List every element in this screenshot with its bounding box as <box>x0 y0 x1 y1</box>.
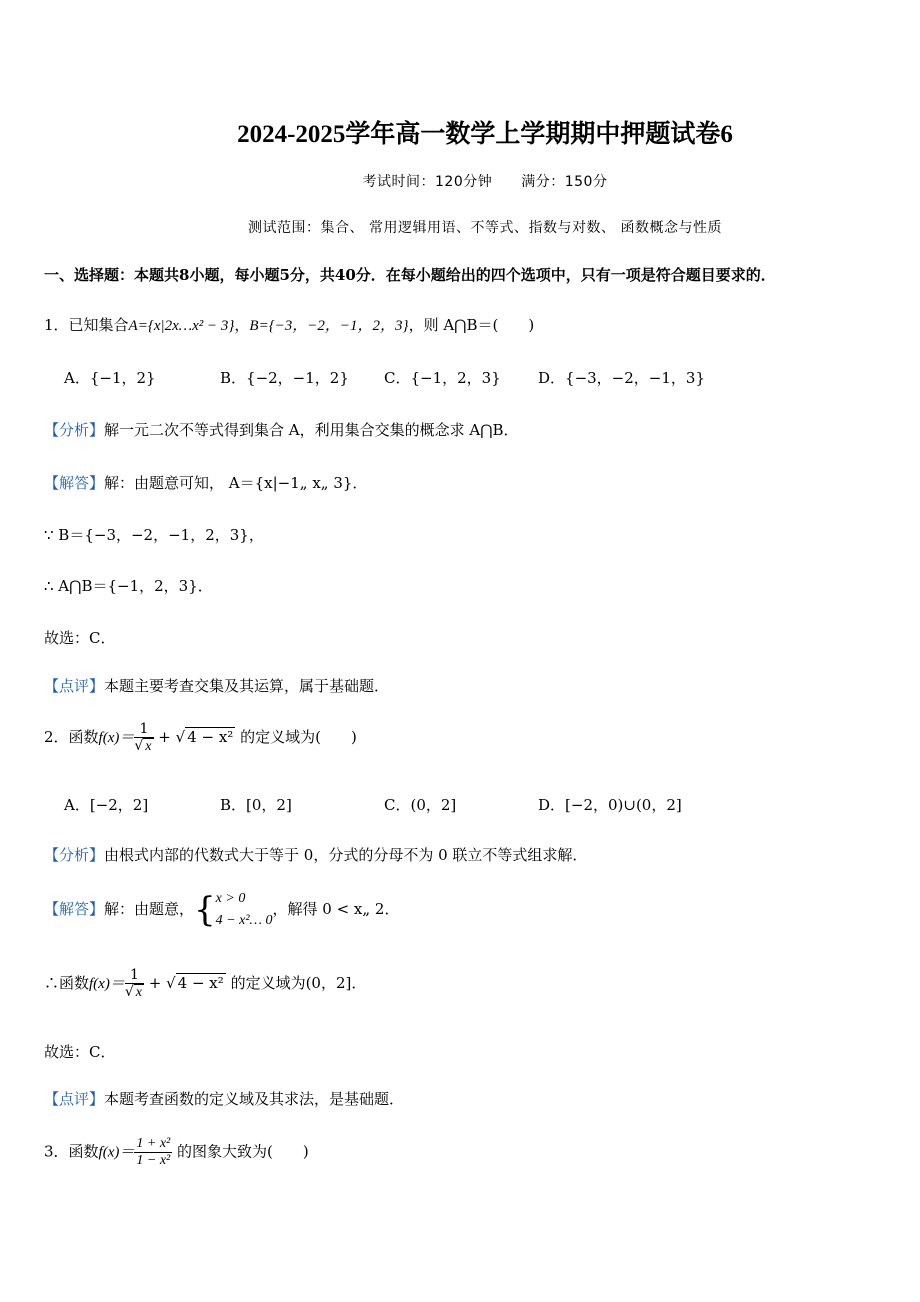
q2-fraction <box>134 721 153 755</box>
q2-ineq-1: x > 0 <box>215 891 246 906</box>
q2-option-a: A．[−2，2] <box>64 796 149 814</box>
q1-option-c: C．{−1，2，3} <box>384 369 501 387</box>
q2-line2-fraction <box>125 967 144 1001</box>
q1-option-b: B．{−2，−1，2} <box>220 369 349 387</box>
q2-option-c: C．(0，2] <box>384 796 457 814</box>
q3-stem <box>44 1136 309 1169</box>
q2-option-d: D．[−2，0)∪(0，2] <box>538 796 682 814</box>
q1-line2: ∵ B＝{−3，−2，−1，2，3}， <box>44 526 264 544</box>
q2-line2-fx: f(x)＝ <box>89 976 125 992</box>
q1-stem-prefix: 1．已知集合 <box>44 316 129 334</box>
q1-separator: ， <box>234 316 250 334</box>
test-scope: 测试范围：集合、 常用逻辑用语、不等式、指数与对数、 函数概念与性质 <box>248 220 722 236</box>
q2-frac-den-rad: x <box>145 739 152 754</box>
q2-radical: 4 − x² <box>187 728 234 746</box>
q3-fx: f(x)＝ <box>98 1144 135 1161</box>
q2-fx: f(x)＝ <box>98 730 135 746</box>
q1-solution-text: 解：由题意可知， A＝{x|−1„ x„ 3}． <box>104 474 368 492</box>
q1-line3: ∴ A⋂B＝{−1，2，3}． <box>44 577 213 595</box>
exam-info: 考试时间：120分钟 满分：150分 <box>362 174 608 190</box>
comment-tag: 【点评】 <box>44 1090 105 1108</box>
q3-stem-prefix: 3．函数 <box>44 1142 99 1161</box>
q2-solution <box>44 888 399 932</box>
q2-line2: ∴函数f(x)＝ $\frac{1}{√ x}$ + √ 4 − x² 的定义域为(0，2]． <box>44 967 367 1000</box>
comment-tag: 【点评】 <box>44 677 105 695</box>
q1-option-d: D．{−3，−2，−1，3} <box>538 369 705 387</box>
q2-stem: 2．函数f(x)＝ $\frac{1}{√ x}$ + √ 4 − x² 的定义域为( ) <box>44 721 357 754</box>
q2-line2-radical: 4 − x² <box>177 974 224 992</box>
section-heading: 一、选择题：本题共8小题，每小题5分，共40分．在每小题给出的四个选项中，只有一项是符合题目要求的． <box>44 266 776 284</box>
q2-frac-num: 1 <box>134 721 153 738</box>
q1-set-a: A={x|2x…x² − 3} <box>128 318 235 334</box>
q2-comment-text: 本题考查函数的定义域及其求法，是基础题． <box>104 1090 405 1108</box>
q2-line2-prefix: ∴函数 <box>44 974 90 992</box>
solution-tag: 【解答】 <box>44 900 105 918</box>
q2-solution-suffix: ，解得 0 < x„ 2． <box>272 900 400 918</box>
q2-inequality-system <box>216 888 273 932</box>
q3-frac-num: 1 + x² <box>136 1136 171 1151</box>
q1-comment-text: 本题主要考查交集及其运算，属于基础题． <box>104 677 390 695</box>
q1-option-a: A．{−1，2} <box>64 369 156 387</box>
q2-analysis-text: 由根式内部的代数式大于等于 0，分式的分母不为 0 联立不等式组求解． <box>104 846 588 864</box>
analysis-tag: 【分析】 <box>44 846 105 864</box>
q2-analysis <box>44 844 587 865</box>
q2-option-b: B．[0，2] <box>220 796 292 814</box>
q1-comment <box>44 675 389 696</box>
q2-line2-den: √ x <box>124 984 142 1000</box>
q3-frac-den: 1 − x² <box>136 1153 171 1168</box>
system-brace: { <box>194 890 216 930</box>
q1-analysis <box>44 419 519 440</box>
q2-line2-num: 1 <box>125 967 144 984</box>
q2-line2-suffix: 的定义域为(0，2]． <box>230 974 367 992</box>
analysis-tag: 【分析】 <box>44 421 105 439</box>
page-title: 2024-2025学年高一数学上学期期中押题试卷6 <box>237 121 733 148</box>
q1-solution <box>44 472 367 493</box>
q2-comment <box>44 1088 404 1109</box>
solution-tag: 【解答】 <box>44 474 105 492</box>
q2-stem-end: 的定义域为( ) <box>240 728 357 746</box>
q2-line2-den-rad: x <box>135 985 142 1000</box>
q3-fraction <box>134 1136 172 1169</box>
q1-stem-end: ，则 A⋂B＝( ) <box>408 316 535 334</box>
q2-stem-prefix: 2．函数 <box>44 728 99 746</box>
q3-stem-end: 的图象大致为( ) <box>177 1142 309 1161</box>
q1-set-b: B={−3，−2，−1，2，3} <box>249 318 409 334</box>
q1-choice: 故选：C． <box>44 629 116 647</box>
q2-choice: 故选：C． <box>44 1043 116 1061</box>
q2-ineq-2: 4 − x²… 0 <box>215 913 273 928</box>
q2-solution-prefix: 解：由题意， <box>104 900 195 918</box>
q1-stem <box>44 314 534 335</box>
q1-analysis-text: 解一元二次不等式得到集合 A，利用集合交集的概念求 A⋂B． <box>104 421 519 439</box>
q2-frac-den: √ x <box>134 738 152 754</box>
